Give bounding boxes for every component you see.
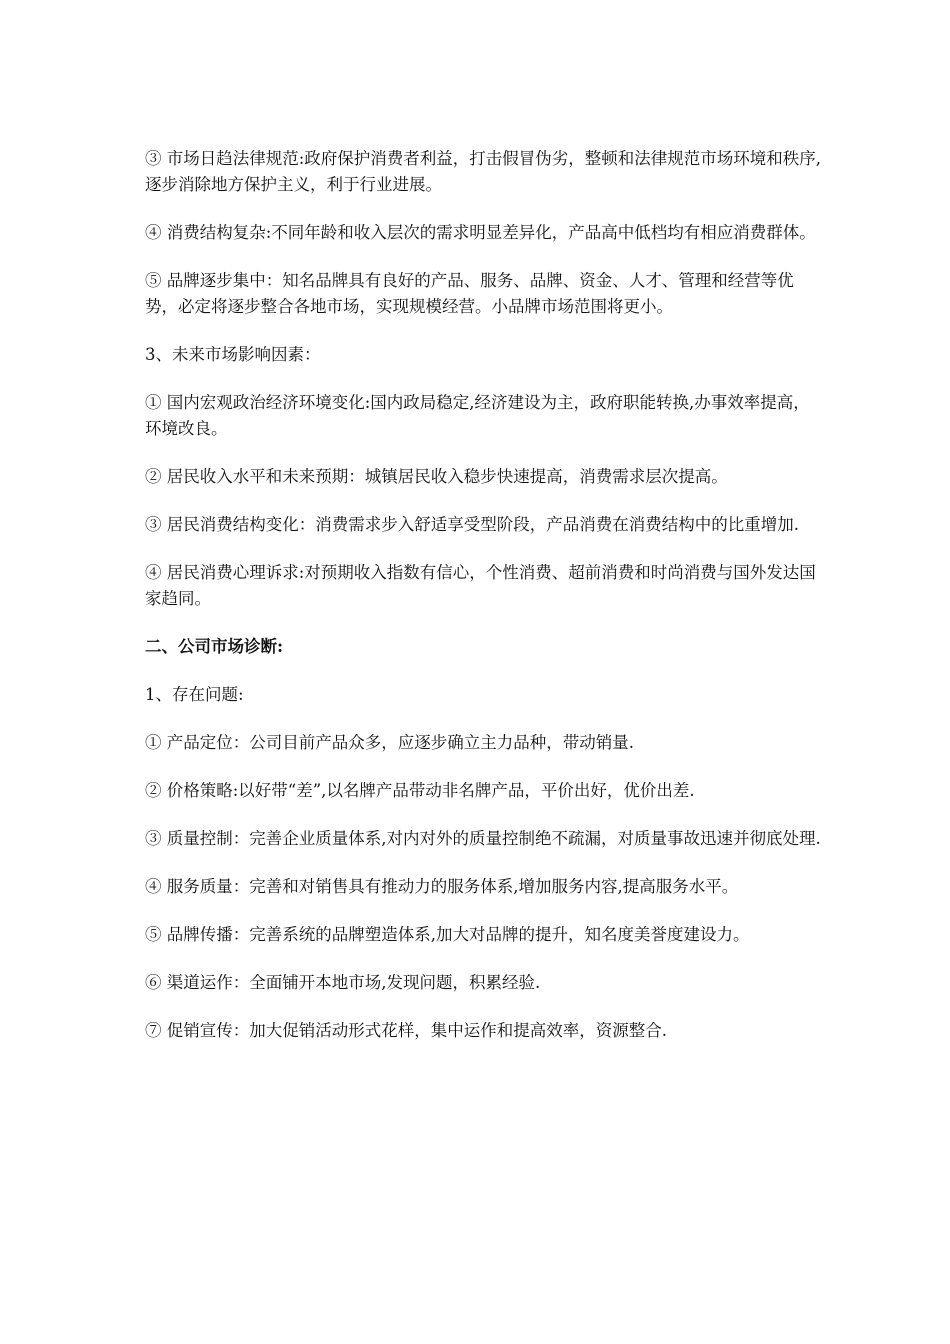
paragraph-quality-control: ③ 质量控制：完善企业质量体系,对内对外的质量控制绝不疏漏，对质量事故迅速并彻底处理. [145, 829, 821, 848]
paragraph-consumption-structure: ④ 消费结构复杂:不同年龄和收入层次的需求明显差异化，产品高中低档均有相应消费群体。 [145, 223, 816, 242]
paragraph-channel-operation: ⑥ 渠道运作：全面铺开本地市场,发现问题，积累经验. [145, 973, 541, 992]
paragraph-product-positioning: ① 产品定位：公司目前产品众多，应逐步确立主力品种，带动销量. [145, 733, 634, 752]
paragraph-pricing-strategy: ② 价格策略:以好带“差”,以名牌产品带动非名牌产品，平价出好，优价出差. [145, 781, 695, 800]
document-page [145, 146, 825, 1066]
section-heading-existing-problems: 1、存在问题: [145, 685, 244, 704]
paragraph-consumer-psychology: ④ 居民消费心理诉求:对预期收入指数有信心，个性消费、超前消费和时尚消费与国外发达国家趋同。 [145, 563, 816, 608]
paragraph-brand-communication: ⑤ 品牌传播：完善系统的品牌塑造体系,加大对品牌的提升，知名度美誉度建设力。 [145, 925, 750, 944]
paragraph-macro-environment: ① 国内宏观政治经济环境变化:国内政局稳定,经济建设为主，政府职能转换,办事效率提高，环境改良。 [145, 393, 810, 438]
paragraph-promotion: ⑦ 促销宣传：加大促销活动形式花样，集中运作和提高效率，资源整合. [145, 1021, 667, 1040]
paragraph-brand-concentration: ⑤ 品牌逐步集中：知名品牌具有良好的产品、服务、品牌、资金、人才、管理和经营等优势，必定将逐步整合各地市场，实现规模经营。小品牌市场范围将更小。 [145, 271, 794, 316]
section-heading-future-factors: 3、未来市场影响因素： [145, 345, 321, 364]
paragraph-market-regulation: ③ 市场日趋法律规范:政府保护消费者利益，打击假冒伪劣，整顿和法律规范市场环境和秩序,逐步消除地方保护主义，利于行业进展。 [145, 149, 822, 194]
section-heading-company-diagnosis: 二、公司市场诊断: [145, 637, 284, 656]
paragraph-service-quality: ④ 服务质量：完善和对销售具有推动力的服务体系,增加服务内容,提高服务水平。 [145, 877, 739, 896]
paragraph-income-level: ② 居民收入水平和未来预期：城镇居民收入稳步快速提高，消费需求层次提高。 [145, 467, 728, 486]
paragraph-consumption-change: ③ 居民消费结构变化：消费需求步入舒适享受型阶段，产品消费在消费结构中的比重增加. [145, 515, 799, 534]
